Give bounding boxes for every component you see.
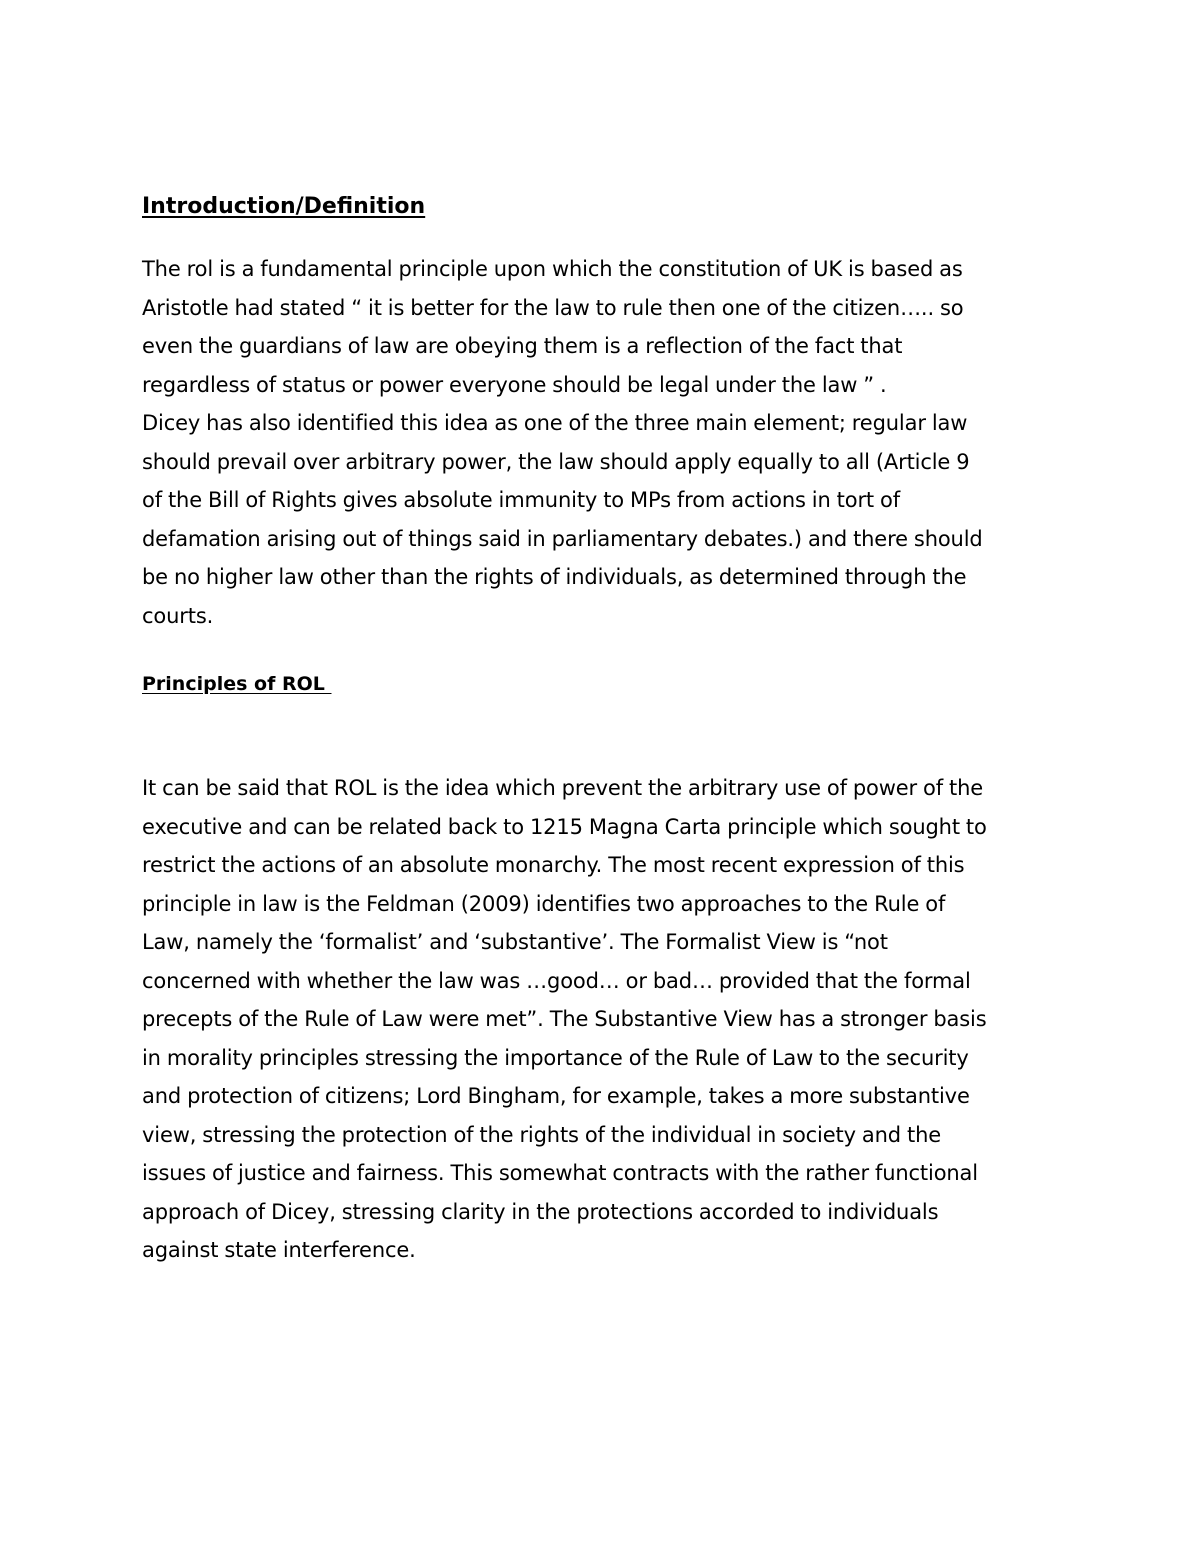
paragraph-line: approach of Dicey, stressing clarity in the protections accorded to individuals [142, 1199, 939, 1224]
paragraph-line: concerned with whether the law was …good… or bad… provided that the formal [142, 968, 971, 993]
paragraph-line: in morality principles stressing the importance of the Rule of Law to the security [142, 1045, 969, 1070]
paragraph-line: restrict the actions of an absolute monarchy. The most recent expression of this [142, 853, 965, 877]
paragraph-line: courts. [142, 603, 214, 628]
paragraph-line: precepts of the Rule of Law were met”. The Substantive View has a stronger basis [142, 1007, 987, 1031]
section-heading-principles: Principles of ROL [142, 673, 332, 695]
paragraph-line: The rol is a fundamental principle upon which the constitution of UK is based as [142, 257, 963, 281]
paragraph-line: Dicey has also identified this idea as one of the three main element; regular law [142, 411, 968, 435]
paragraph-line: even the guardians of law are obeying them is a reflection of the fact that [142, 334, 903, 358]
paragraph-line: be no higher law other than the rights of individuals, as determined through the [142, 565, 967, 589]
paragraph-line: view, stressing the protection of the rights of the individual in society and the [142, 1122, 941, 1147]
paragraph-line: regardless of status or power everyone should be legal under the law ” . [142, 372, 887, 397]
paragraph-introduction [142, 250, 1062, 635]
paragraph-line: against state interference. [142, 1238, 416, 1262]
paragraph-line: of the Bill of Rights gives absolute immunity to MPs from actions in tort of [142, 488, 900, 512]
document-body [142, 188, 1062, 1270]
paragraph-line: Law, namely the ‘formalist’ and ‘substantive’. The Formalist View is “not [142, 930, 888, 954]
paragraph-line: Aristotle had stated “ it is better for the law to rule then one of the citizen….. so [142, 295, 964, 320]
paragraph-line: It can be said that ROL is the idea which prevent the arbitrary use of power of the [142, 776, 984, 800]
section-heading-introduction: Introduction/Definition [142, 194, 426, 219]
paragraph-principles [142, 769, 1062, 1270]
paragraph-line: principle in law is the Feldman (2009) identifies two approaches to the Rule of [142, 891, 946, 916]
paragraph-line: issues of justice and fairness. This somewhat contracts with the rather functional [142, 1161, 978, 1185]
paragraph-line: executive and can be related back to 1215 Magna Carta principle which sought to [142, 814, 987, 839]
paragraph-line: defamation arising out of things said in parliamentary debates.) and there should [142, 526, 983, 551]
paragraph-line: should prevail over arbitrary power, the law should apply equally to all (Article 9 [142, 449, 970, 474]
paragraph-line: and protection of citizens; Lord Bingham, for example, takes a more substantive [142, 1084, 970, 1108]
